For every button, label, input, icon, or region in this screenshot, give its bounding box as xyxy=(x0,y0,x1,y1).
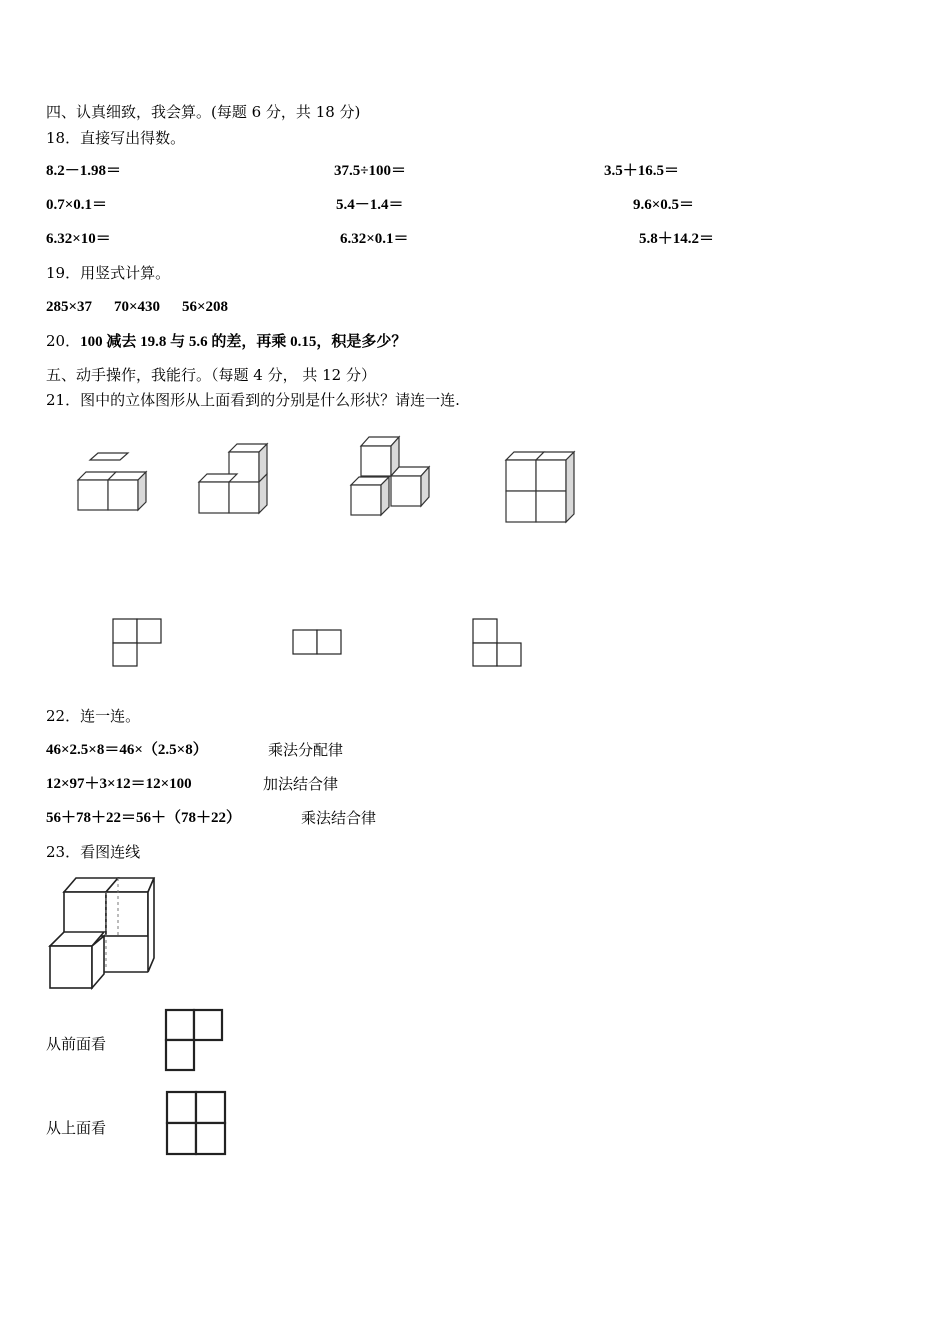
cube-front-face xyxy=(361,446,391,476)
q18-cell: 3.5＋16.5＝ xyxy=(604,163,680,179)
cube-side-face xyxy=(566,452,574,522)
cube-front-face xyxy=(506,491,536,522)
cube-front-face xyxy=(229,482,259,513)
solid-figure-2 xyxy=(195,440,280,520)
question-19-title: 19．用竖式计算。 xyxy=(46,264,171,282)
question-18-title: 18．直接写出得数。 xyxy=(46,129,186,147)
solid-figure-4 xyxy=(500,448,585,528)
top-view-shape xyxy=(165,1090,229,1158)
q23-solid-figure xyxy=(46,872,158,994)
q22-law: 乘法分配律 xyxy=(268,741,344,759)
q22-expression: 12×97＋3×12＝12×100 xyxy=(46,776,192,792)
section-5-heading: 五、动手操作，我能行。（每题 4 分， 共 12 分） xyxy=(46,366,376,384)
q18-cell: 5.8＋14.2＝ xyxy=(639,231,715,247)
question-20-number: 20． xyxy=(46,332,81,350)
cube-front-face xyxy=(351,485,381,515)
q22-law: 乘法结合律 xyxy=(301,809,377,827)
top-view-option-1 xyxy=(112,618,164,668)
solid-figure-1 xyxy=(70,455,155,515)
q22-expression: 56＋78＋22＝56＋（78＋22） xyxy=(46,810,242,826)
solid-figure-3 xyxy=(345,432,440,522)
cube-front-face xyxy=(199,482,229,513)
q19-item: 70×430 xyxy=(114,299,161,315)
cube-front-face xyxy=(536,491,566,522)
cube-front-face xyxy=(78,480,108,510)
question-20-text: 100 减去 19.8 与 5.6 的差，再乘 0.15，积是多少？ xyxy=(80,334,407,350)
q19-item: 285×37 xyxy=(46,299,93,315)
top-view-option-2 xyxy=(292,629,344,656)
cube-front-face xyxy=(506,460,536,491)
question-22-title: 22．连一连。 xyxy=(46,707,141,725)
top-view-option-3 xyxy=(472,618,524,668)
cube-front-face xyxy=(536,460,566,491)
question-20 xyxy=(46,332,406,351)
section-4-heading: 四、认真细致，我会算。(每题 6 分，共 18 分) xyxy=(46,103,361,121)
question-23-title: 23．看图连线 xyxy=(46,843,141,861)
q22-expression: 46×2.5×8＝46×（2.5×8） xyxy=(46,742,208,758)
q18-cell: 6.32×0.1＝ xyxy=(340,231,409,247)
q18-cell: 6.32×10＝ xyxy=(46,231,111,247)
q18-cell: 9.6×0.5＝ xyxy=(633,197,695,213)
top-view-label: 从上面看 xyxy=(46,1119,107,1137)
question-21-title: 21．图中的立体图形从上面看到的分别是什么形状？请连一连. xyxy=(46,391,460,409)
q18-cell: 0.7×0.1＝ xyxy=(46,197,108,213)
cube-top-face xyxy=(90,453,128,460)
q18-cell: 37.5÷100＝ xyxy=(334,163,406,179)
q18-cell: 5.4－1.4＝ xyxy=(336,197,404,213)
front-view-shape xyxy=(164,1008,226,1074)
q18-cell: 8.2－1.98＝ xyxy=(46,163,122,179)
front-view-label: 从前面看 xyxy=(46,1035,107,1053)
cube-front-face xyxy=(108,480,138,510)
cube-front-face xyxy=(391,476,421,506)
q22-law: 加法结合律 xyxy=(263,775,339,793)
q19-item: 56×208 xyxy=(182,299,229,315)
